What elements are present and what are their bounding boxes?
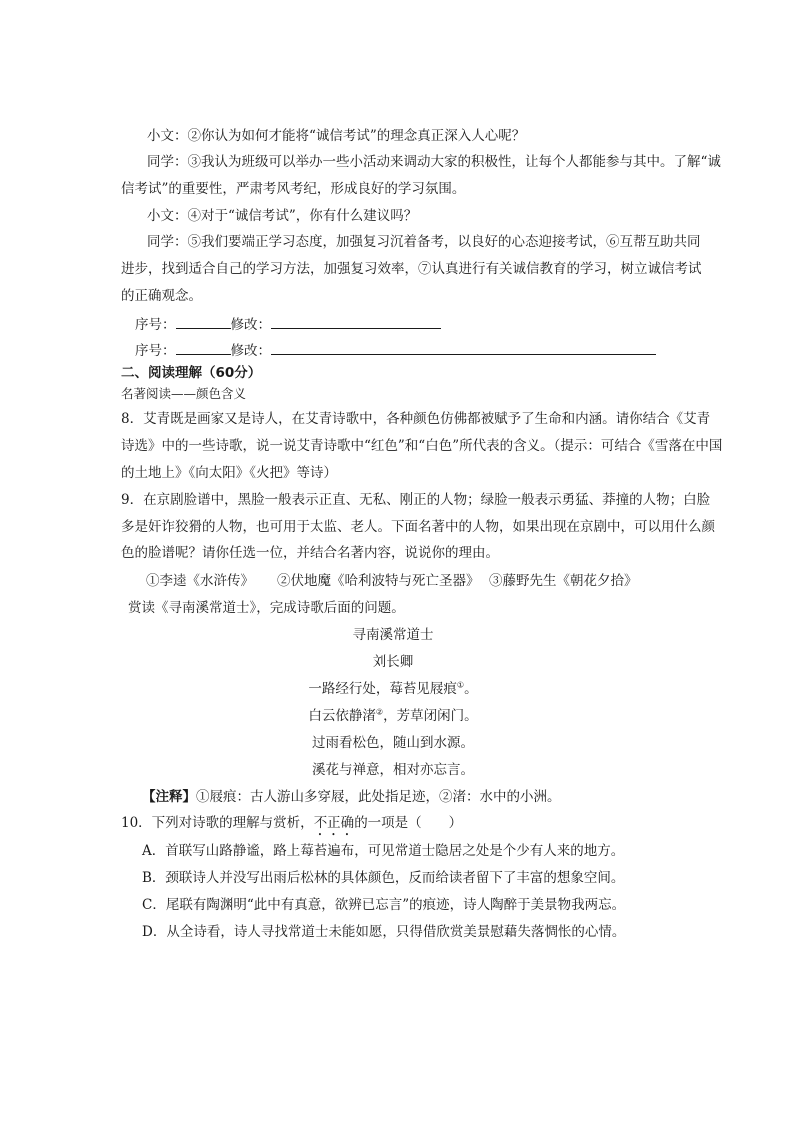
q8-line-2: 诗选》中的一些诗歌，说一说艾青诗歌中“红色”和“白色”所代表的含义。（提示：可结合《雪落在中国 — [121, 438, 723, 454]
q9-option-1: ①李逵《水浒传》 — [146, 573, 254, 589]
section-subheading: 名著阅读——颜色含义 — [121, 386, 247, 401]
footnote-mark-1: ① — [456, 680, 465, 690]
poem-line-4: 溪花与禅意，相对亦忘言。 — [312, 762, 474, 778]
fix-label: 修改： — [230, 317, 271, 333]
q8-line-3: 的土地上》《向太阳》《火把》等诗） — [121, 465, 337, 481]
q10-option-d: D．从全诗看，诗人寻找常道士未能如愿，只得借欣赏美景慰藉失落惆怅的心情。 — [142, 924, 626, 940]
poem-notes — [142, 788, 561, 806]
seq-label: 序号： — [135, 343, 176, 359]
q9-option-2: ②伏地魔《哈利波特与死亡圣器》 — [277, 573, 480, 589]
poem-line-3: 过雨看松色，随山到水源。 — [312, 735, 474, 751]
answer-row-2 — [135, 340, 656, 360]
q10-option-b: B．颈联诗人并没写出雨后松林的具体颜色，反而给读者留下了丰富的想象空间。 — [142, 870, 625, 886]
q10-option-a: A．首联写山路静谧，路上莓苔遍布，可见常道士隐居之处是个少有人来的地方。 — [142, 843, 625, 859]
q10-option-c: C．尾联有陶渊明“此中有真意，欲辨已忘言”的痕迹，诗人陶醉于美景物我两忘。 — [142, 897, 626, 913]
q9-option-3: ③藤野先生《朝花夕拾》 — [489, 573, 638, 589]
footnote-mark-2: ② — [375, 707, 384, 717]
poem-line-1: 一路经行处，莓苔见屐痕①。 — [308, 680, 478, 697]
section-heading: 二、阅读理解（60分） — [121, 365, 262, 381]
note-text: ①屐痕：古人游山多穿屐，此处指足迹，②渚：水中的小洲。 — [196, 789, 561, 805]
q8-line-1: 8．艾青既是画家又是诗人，在艾青诗歌中，各种颜色仿佛都被赋予了生命和内涵。请你结合《艾青 — [121, 411, 711, 427]
poem-line-2: 白云依静渚②，芳草闭闲门。 — [308, 707, 478, 724]
answer-row-1 — [135, 314, 441, 334]
seq-blank-1[interactable] — [176, 314, 231, 329]
fix-label: 修改： — [230, 343, 271, 359]
seq-label: 序号： — [135, 317, 176, 333]
dialogue-line-6: 进步，找到适合自己的学习方法，加强复习效率，⑦认真进行有关诚信教育的学习，树立诚信考试 — [121, 261, 702, 277]
q10-stem: 10．下列对诗歌的理解与赏析，不正确的一项是（ ） — [121, 815, 463, 831]
q9-line-2: 多是奸诈狡猾的人物，也可用于太监、老人。下面名著中的人物，如果出现在京剧中，可以用什么颜 — [121, 519, 715, 535]
dialogue-line-1: 小文：②你认为如何才能将“诚信考试”的理念真正深入人心呢？ — [147, 128, 526, 144]
q9-line-1: 9．在京剧脸谱中，黑脸一般表示正直、无私、刚正的人物；绿脸一般表示勇猛、莽撞的人物；白脸 — [121, 492, 711, 508]
dialogue-line-7: 的正确观念。 — [121, 288, 202, 304]
note-label: 【注释】 — [142, 789, 196, 805]
dialogue-line-5: 同学：⑤我们要端正学习态度，加强复习沉着备考，以良好的心态迎接考试，⑥互帮互助共同 — [147, 234, 701, 250]
emphasis-text: 不正确 — [313, 815, 355, 831]
fix-blank-2[interactable] — [271, 340, 656, 355]
seq-blank-2[interactable] — [176, 340, 231, 355]
poem-intro: 赏读《寻南溪常道士》，完成诗歌后面的问题。 — [128, 600, 405, 616]
q9-line-3: 色的脸谱呢？请你任选一位，并结合名著内容，说说你的理由。 — [121, 545, 499, 561]
fix-blank-1[interactable] — [271, 314, 441, 329]
dialogue-line-4: 小文：④对于“诚信考试”，你有什么建议吗？ — [147, 208, 418, 224]
poem-title: 寻南溪常道士 — [352, 627, 434, 643]
dialogue-line-2: 同学：③我认为班级可以举办一些小活动来调动大家的积极性，让每个人都能参与其中。了解“诚 — [147, 154, 721, 170]
poem-author: 刘长卿 — [372, 654, 414, 670]
dialogue-line-3: 信考试”的重要性，严肃考风考纪，形成良好的学习氛围。 — [121, 181, 466, 197]
